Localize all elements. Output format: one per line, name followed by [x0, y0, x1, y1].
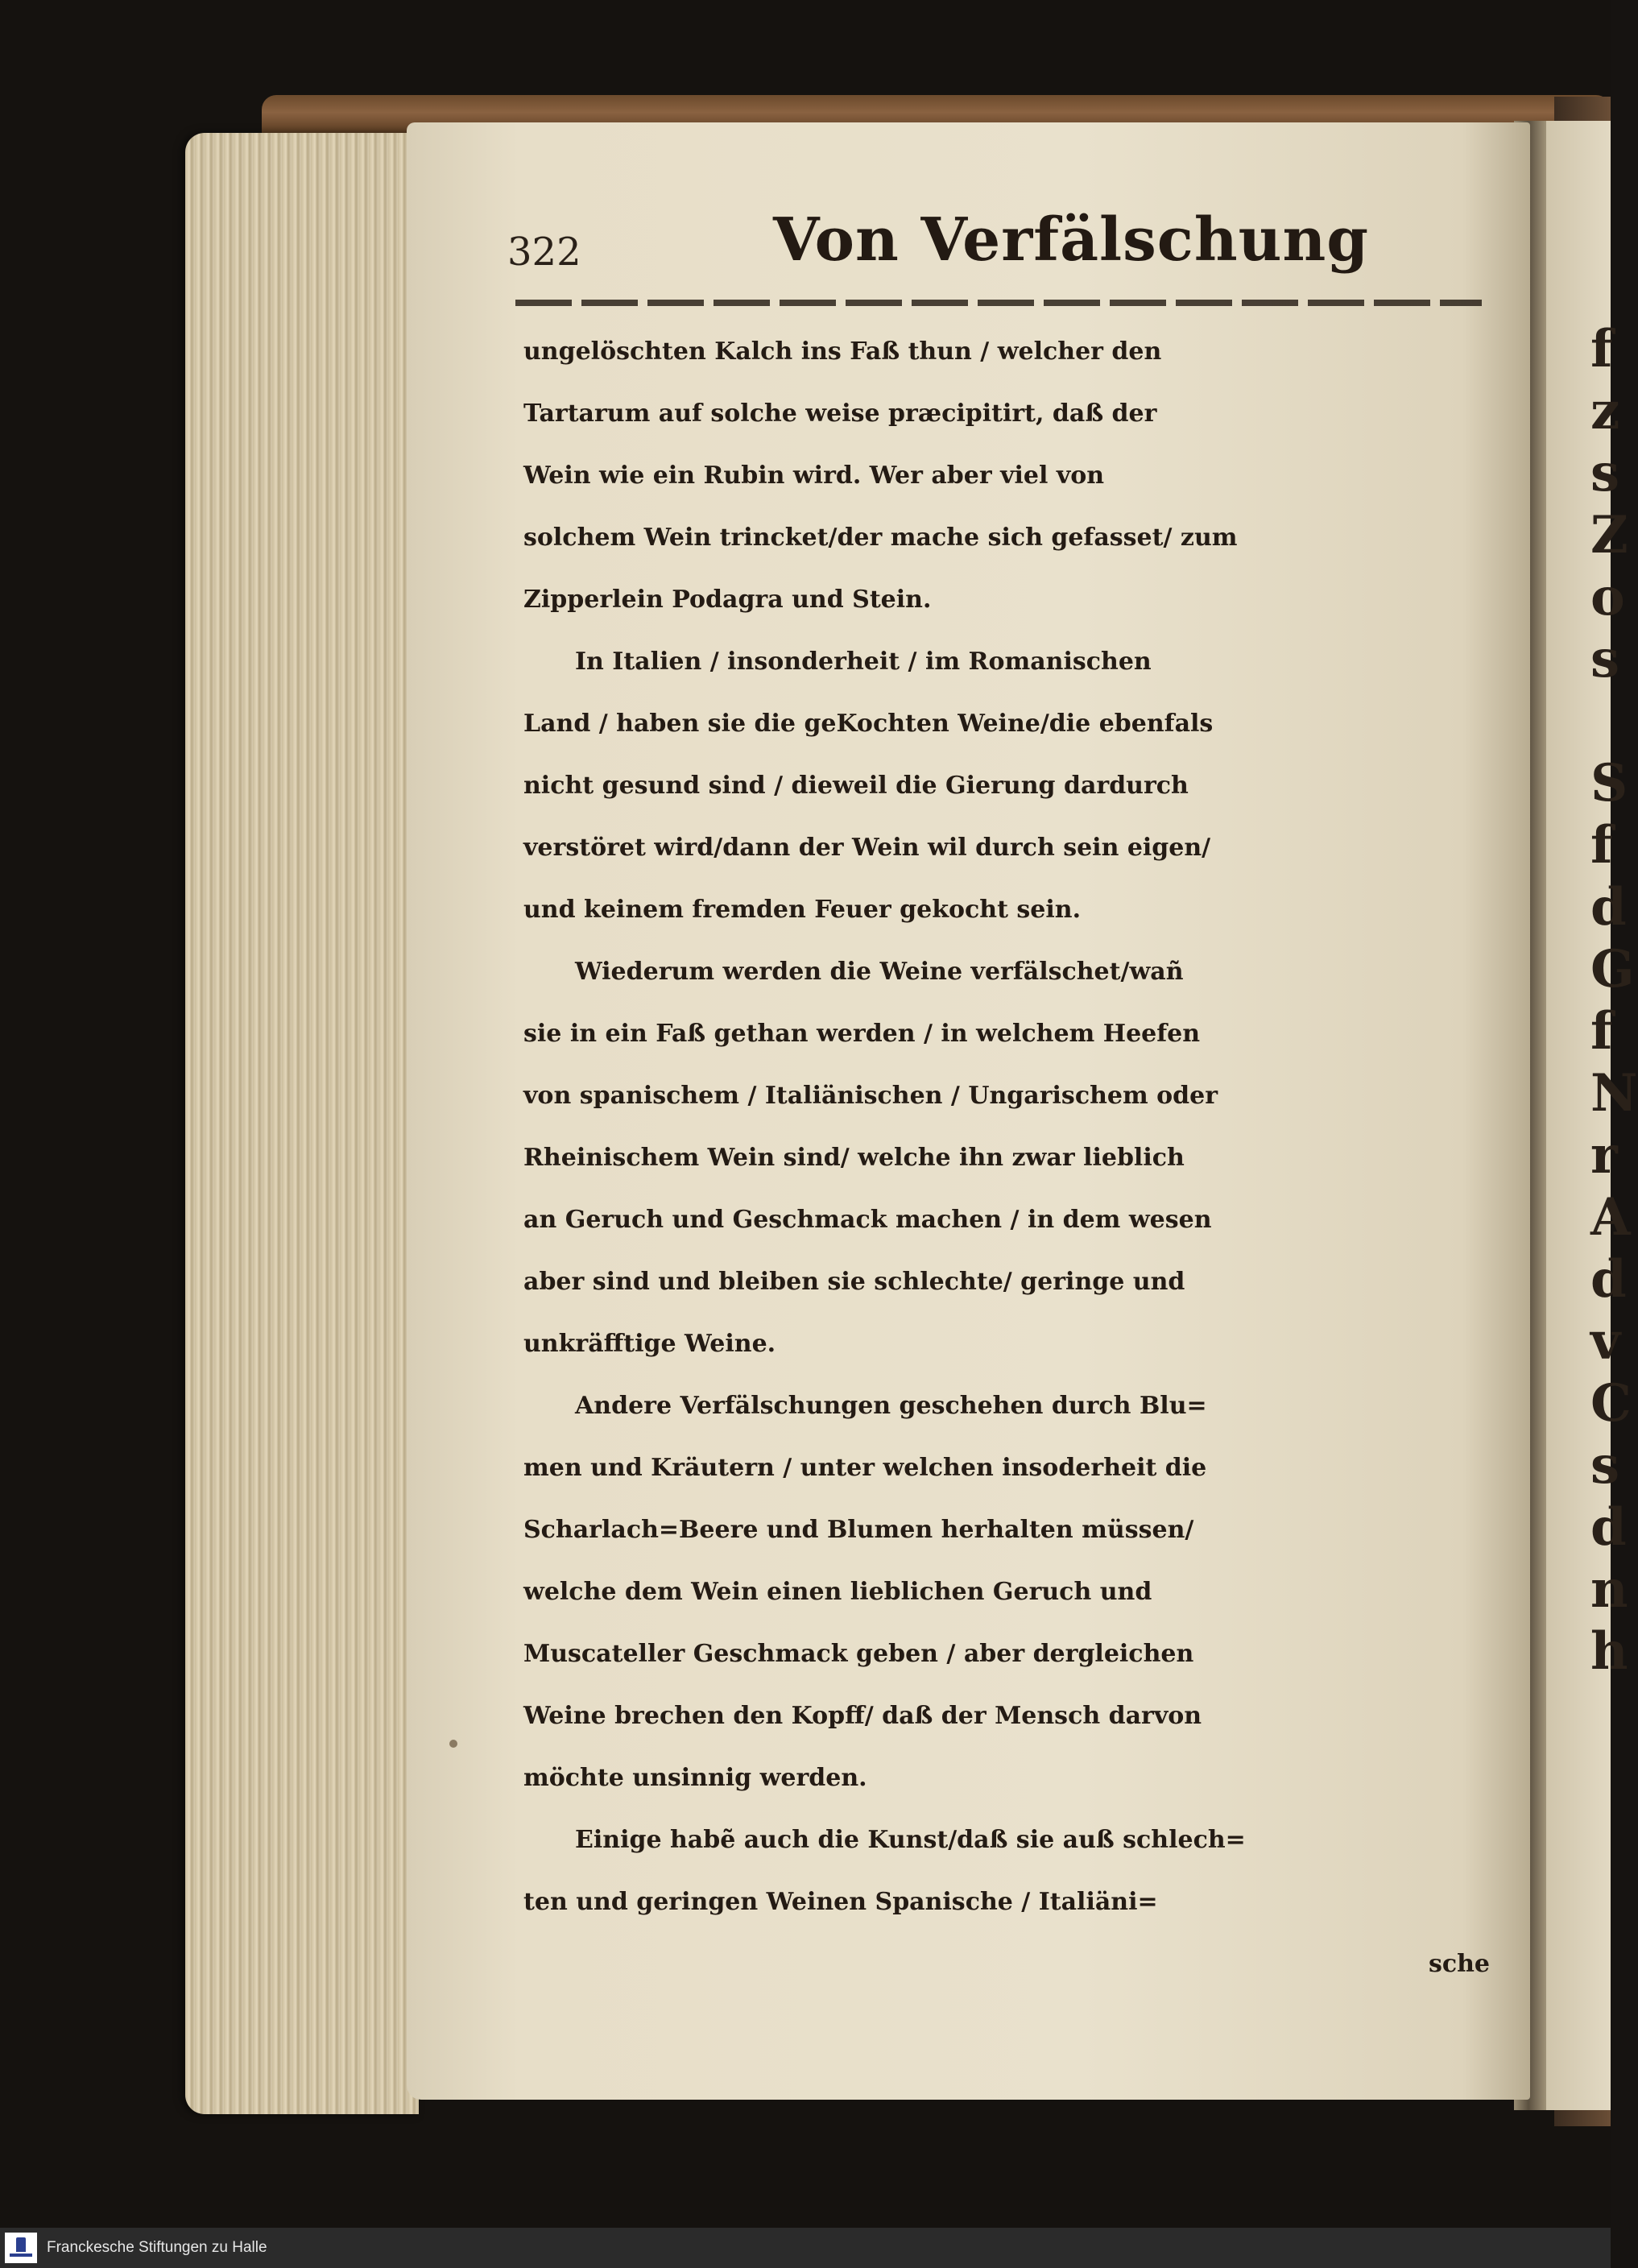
- text-line: nicht gesund sind / dieweil die Gierung dardurch: [523, 772, 1189, 800]
- facing-page-fragment: s: [1590, 629, 1620, 689]
- facing-page-fragment: v: [1590, 1311, 1621, 1372]
- facing-page-fragment: d: [1590, 877, 1627, 937]
- text-line: Weine brechen den Kopff/ daß der Mensch darvon: [523, 1702, 1202, 1730]
- text-line: unkräfftige Weine.: [523, 1330, 776, 1358]
- text-line: Land / haben sie die geKochten Weine/die ebenfals: [523, 710, 1214, 738]
- text-line: ungelöschten Kalch ins Faß thun / welcher den: [523, 337, 1162, 366]
- text-line: Tartarum auf solche weise præcipitirt, daß der: [523, 399, 1157, 428]
- body-text: [523, 321, 1490, 1995]
- facing-page-fragment: n: [1590, 1559, 1628, 1620]
- text-line: welche dem Wein einen lieblichen Geruch und: [523, 1578, 1152, 1606]
- text-line: Rheinischem Wein sind/ welche ihn zwar lieblich: [523, 1144, 1185, 1172]
- text-line: Wein wie ein Rubin wird. Wer aber viel von: [523, 461, 1105, 490]
- text-line: möchte unsinnig werden.: [523, 1764, 867, 1792]
- facing-page-fragment: r: [1590, 1125, 1618, 1186]
- catchword: sche: [1428, 1950, 1490, 1978]
- facing-page-fragment: f: [1590, 1001, 1613, 1062]
- facing-page-fragment: s: [1590, 443, 1620, 503]
- facing-page-fragment: C: [1590, 1373, 1632, 1434]
- facing-page-fragment: [1590, 690, 1611, 752]
- facing-page-fragment: s: [1590, 1435, 1620, 1496]
- text-line: von spanischem / Italiänischen / Ungarischem oder: [523, 1082, 1218, 1110]
- viewer-footer: [0, 2228, 1611, 2268]
- text-line: men und Kräutern / unter welchen insoderheit die: [523, 1454, 1207, 1482]
- facing-page-text-fragments: [1590, 318, 1638, 1682]
- page-number: 322: [507, 230, 581, 275]
- text-line: Wiederum werden die Weine verfälschet/wañ: [575, 958, 1184, 986]
- text-line: aber sind und bleiben sie schlechte/ geringe und: [523, 1268, 1185, 1296]
- text-line: Zipperlein Podagra und Stein.: [523, 586, 932, 614]
- running-head: Von Verfälschung: [773, 205, 1369, 275]
- text-line: Muscateller Geschmack geben / aber dergleichen: [523, 1640, 1194, 1668]
- institution-name: Franckesche Stiftungen zu Halle: [47, 2239, 267, 2256]
- text-line: und keinem fremden Feuer gekocht sein.: [523, 896, 1082, 924]
- text-line: an Geruch und Geschmack machen / in dem wesen: [523, 1206, 1212, 1234]
- facing-page-fragment: Z: [1590, 505, 1628, 565]
- text-line: sie in ein Faß gethan werden / in welchem Heefen: [523, 1020, 1201, 1048]
- text-line: Scharlach=Beere und Blumen herhalten müssen/: [523, 1516, 1194, 1544]
- facing-page-fragment: N: [1590, 1063, 1638, 1124]
- facing-page-fragment: o: [1590, 567, 1625, 627]
- facing-page-fragment: d: [1590, 1249, 1627, 1310]
- facing-page-fragment: S: [1590, 753, 1628, 813]
- facing-page-fragment: z: [1590, 381, 1620, 441]
- facing-page-fragment: G: [1590, 939, 1635, 999]
- text-line: In Italien / insonderheit / im Romanischen: [575, 648, 1152, 676]
- text-line: verstöret wird/dann der Wein wil durch sein eigen/: [523, 834, 1211, 862]
- text-line: Andere Verfälschungen geschehen durch Blu=: [575, 1392, 1207, 1420]
- text-line: ten und geringen Weinen Spanische / Italiäni=: [523, 1888, 1158, 1916]
- facing-page-fragment: A: [1590, 1187, 1631, 1248]
- text-line: Einige habẽ auch die Kunst/daß sie auß schlech=: [575, 1826, 1246, 1854]
- facing-page-fragment: d: [1590, 1497, 1627, 1558]
- facing-page-fragment: f: [1590, 815, 1613, 875]
- header-rule: [515, 300, 1482, 306]
- facing-page-fragment: f: [1590, 319, 1613, 379]
- page-header: [507, 205, 1522, 294]
- text-line: solchem Wein trincket/der mache sich gefasset/ zum: [523, 524, 1238, 552]
- facing-page-fragment: h: [1590, 1621, 1628, 1682]
- institution-logo-icon: [5, 2233, 37, 2263]
- page-stack-edges: [185, 133, 419, 2114]
- page-blemish: [449, 1740, 457, 1748]
